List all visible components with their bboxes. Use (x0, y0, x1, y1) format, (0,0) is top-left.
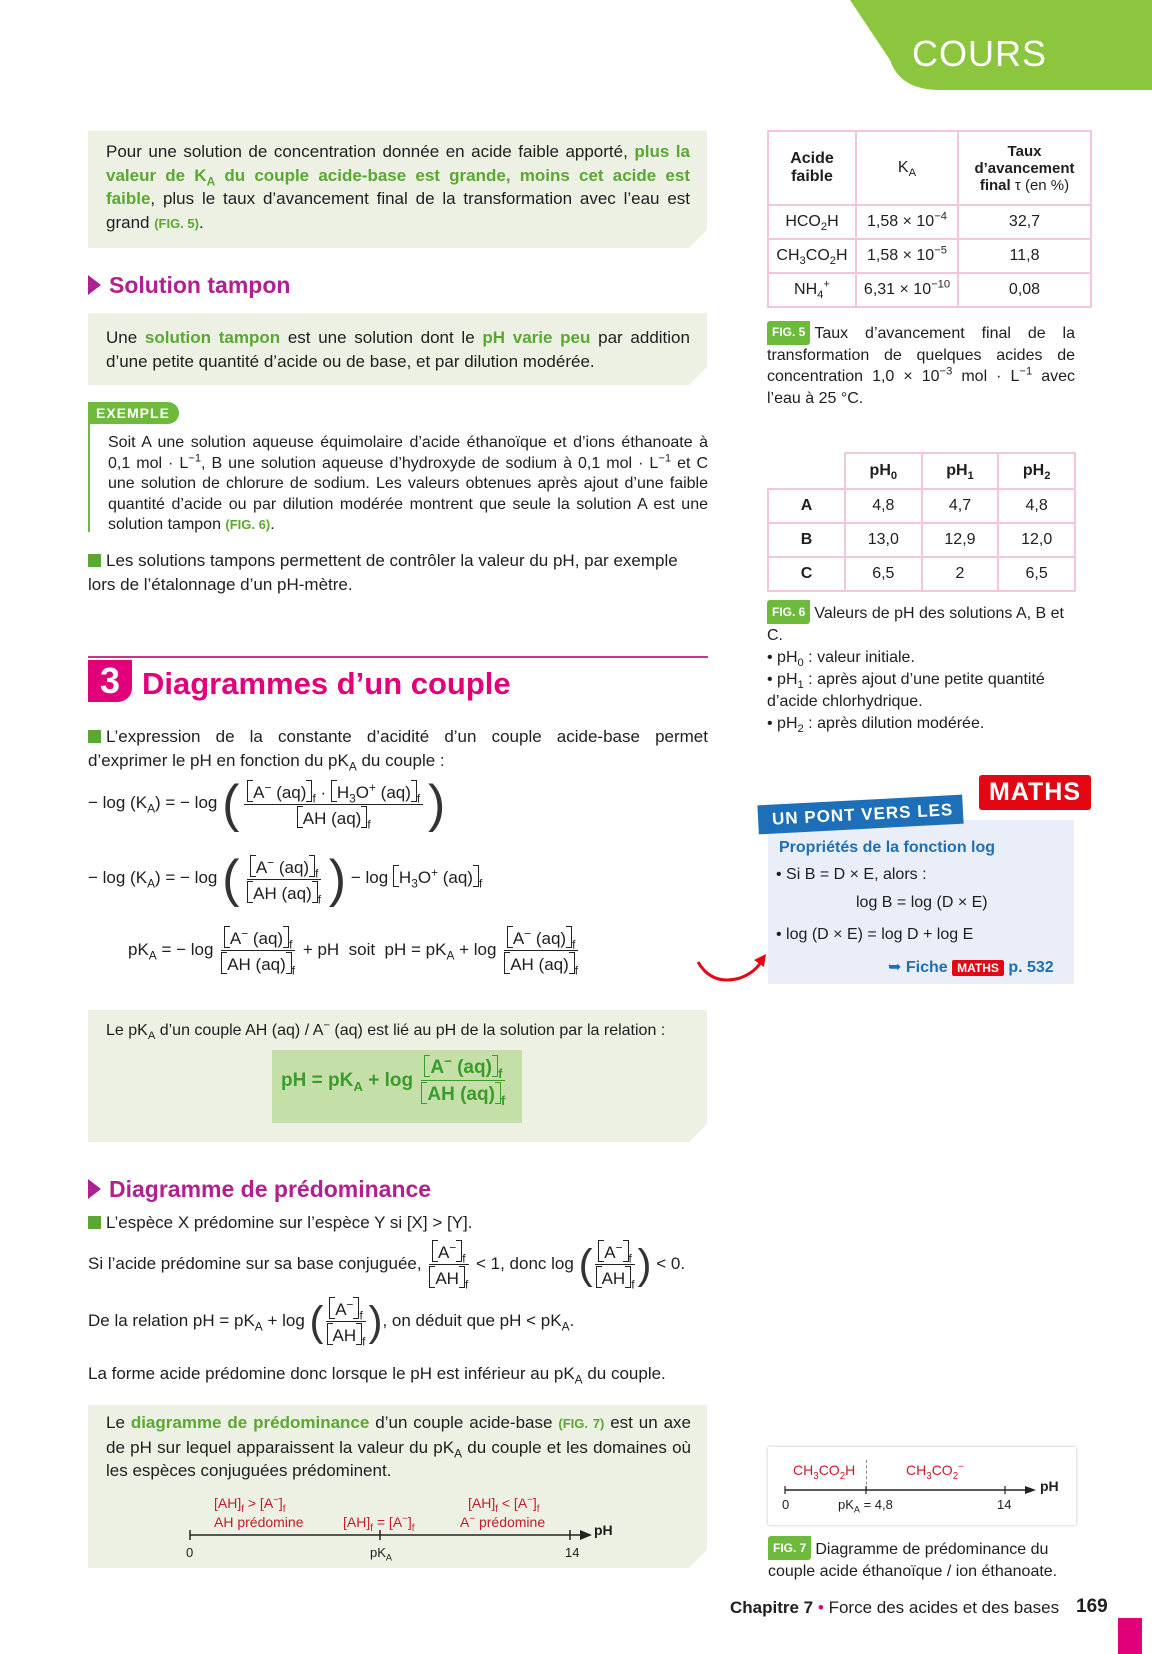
predominance-box-text: Le diagramme de prédominance d’un couple acide-base (FIG. 7) est un axe de pH sur lequel apparaissent la valeur du $pK_A$ du couple et les domaines où les espèces conjuguées prédominent. (106, 1413, 692, 1480)
equation-1: − $\log (K_A)$ = − log ( $\frac{A^- (aq) _f \cdot H_3O^+ (aq) _f}{AH (aq) _f}$ ) (88, 775, 446, 833)
fig7-caption: FIG. 7 Diagramme de prédominance du couple acide éthanoïque / ion éthanoate. (768, 1536, 1078, 1583)
maths-banner: UN PONT VERS LES (757, 795, 964, 835)
maths-l3: • log (D × E) = log D + log E (776, 926, 974, 943)
diag-mid-cond: $[AH]_f = [A^-]_f$ (343, 1513, 415, 1534)
diag-pka-label: $pK_A$ (370, 1545, 392, 1563)
equation-3: $pK_A$ = − log $\frac{A^- (aq) _f}{AH (aq) _f}$ + pH soit pH = $pK_A + \log$ $\frac{A^- (aq) _f}{AH (aq) _f}$ (128, 926, 579, 978)
diag-left-label: AH prédomine (214, 1514, 304, 1530)
fig7-acid: $CH_3CO_2H$ (793, 1462, 856, 1482)
fig5-table: Acide faible $K_A$ Taux d’avancement final τ (en %) $HCO_2H$ $1,58 \times 10^{-4}$ 32,7 $CH_3CO_2H$ $1,58 \times 10^{-5}$ 11,8 $NH_4^+$ $6,31 \times 10^{-10}$ 0,08 (767, 130, 1092, 308)
diag-0-label: 0 (186, 1545, 194, 1560)
section-title: Diagrammes d’un couple (142, 666, 511, 701)
section3-intro: L’expression de la constante d’acidité d’un couple acide-base permet d’exprimer le pH en fonction du $pK_A$ du couple : (88, 727, 708, 774)
footer-marker (1118, 1618, 1142, 1654)
section-divider (88, 656, 708, 658)
diag-14-label: 14 (565, 1545, 580, 1560)
maths-l1: • Si B = D × E, alors : (776, 866, 927, 883)
maths-badge: MATHS (979, 775, 1091, 810)
fig7-ph: pH (1040, 1478, 1059, 1494)
fig5-header-acid: Acide faible (768, 131, 856, 205)
diag-ph-label: pH (594, 1522, 613, 1538)
fig5-caption: FIG. 5 Taux d’avancement final de la transformation de quelques acides de concentration $1,0 \times 10^{-3}$ mol · $L^{-1}$ avec l’eau à 25 °C. (767, 321, 1075, 409)
predominance-line-1: L’espèce X prédomine sur l’espèce Y si [X] > [Y]. (88, 1213, 473, 1233)
fig7-axis (780, 1483, 1042, 1497)
diag-right-cond: $[AH]_f < [A^-]_f$ (468, 1494, 540, 1515)
relation-formula: pH = $pK_A + \log$ $\frac{A^- (aq) _f}{AH (aq) _f}$ (281, 1053, 506, 1108)
fig7-zero: 0 (782, 1497, 790, 1512)
ka-statement-text: Pour une solution de concentration donnée en acide faible apporté, plus la valeur de $K_A$ du couple acide-base est grande, moins cet acide est faible, plus le taux d’avancement final de la transformation avec l’eau est grand (FIG. 5). (106, 142, 690, 232)
predominance-heading: Diagramme de prédominance (88, 1176, 431, 1203)
fig5-header-tau: Taux d’avancement final τ (en %) (958, 131, 1091, 205)
fig7-base: $CH_3CO_2^-$ (906, 1461, 964, 1482)
diag-right-label: A− prédomine (460, 1513, 546, 1530)
fig7-fourteen: 14 (997, 1497, 1012, 1512)
diag-left-cond: $[AH]_f > [A^-]_f$ (214, 1494, 286, 1515)
tampon-definition-text: Une solution tampon est une solution dont le pH varie peu par addition d’une petite quantité d’acide ou de base, et par dilution modérée. (106, 328, 690, 371)
example-border (88, 420, 90, 532)
maths-l2: log B = log (D × E) (856, 894, 988, 911)
footer-chapter: Chapitre 7 • Force des acides et des bases (730, 1598, 1060, 1617)
fig5-header-ka: $K_A$ (856, 131, 958, 205)
maths-fiche-link[interactable]: ➥ Fiche MATHS p. 532 (888, 959, 1054, 976)
maths-fiche-badge: MATHS (952, 960, 1004, 976)
predominance-line-3: De la relation pH = $pK_A + \log$ ( $\frac{A^-_f}{AH _f}$ ), on déduit que pH < $pK_A$. (88, 1297, 575, 1349)
example-text: Soit A une solution aqueuse équimolaire d’acide éthanoïque et d’ions éthanoate à 0,1 mol · $L^{-1}$, B une solution aqueuse d’hydroxyde de sodium à 0,1 mol · $L^{-1}$ et C une solution de chlorure de sodium. Les valeurs obtenues après ajout d’une faible quantité d’acide ou par dilution modérée montrent que seule la solution A est une solution tampon (FIG. 6). (108, 434, 708, 533)
section-number: 3 (88, 660, 132, 702)
equation-2: − $\log (K_A)$ = − log ( $\frac{A^- (aq) _f}{AH (aq) _f}$ ) − $\log H_3O^+$ (aq) $_f$ (88, 850, 483, 908)
fig7-pka: $pK_A = 4,8$ (838, 1497, 893, 1515)
cours-label: COURS (912, 33, 1048, 74)
tampon-paragraph: Les solutions tampons permettent de contrôler la valeur du pH, par exemple lors de l’étalonnage d’un pH-mètre. (88, 551, 678, 594)
tampon-heading: Solution tampon (88, 272, 290, 299)
footer-page-number: 169 (1076, 1596, 1108, 1617)
fig6-caption: FIG. 6 Valeurs de pH des solutions A, B et C. • $pH_0$ : valeur initiale. • $pH_1$ : après ajout d’une petite quantité d’acide chlorhydrique. • $pH_2$ : après dilution modérée. (767, 600, 1077, 735)
relation-text: Le $pK_A$ d’un couple AH (aq) / A− (aq) est lié au pH de la solution par la relation : (106, 1019, 666, 1043)
predominance-line-2: Si l’acide prédomine sur sa base conjuguée, $\frac{A^-_f}{AH _f}$ < 1, donc log ( $\frac{A^-_f}{AH _f}$ ) < 0. (88, 1240, 686, 1292)
fig6-table: $pH_0$ $pH_1$ $pH_2$ A 4,8 4,7 4,8 B 13,0 12,9 12,0 C 6,5 2 6,5 (767, 452, 1076, 592)
predominance-line-4: La forme acide prédomine donc lorsque le pH est inférieur au $pK_A$ du couple. (88, 1364, 666, 1387)
maths-arrow-icon (692, 944, 772, 986)
example-tag: EXEMPLE (88, 402, 179, 424)
maths-title: Propriétés de la fonction log (779, 839, 996, 856)
